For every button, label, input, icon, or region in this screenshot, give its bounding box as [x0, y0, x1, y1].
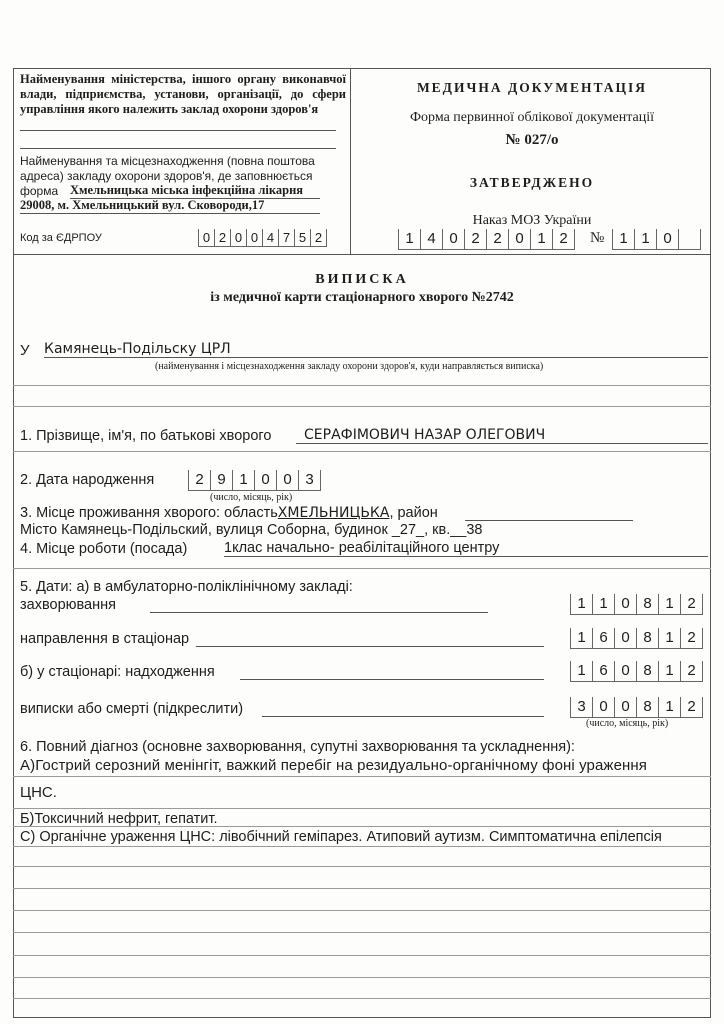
admission-digit: 2: [680, 661, 703, 682]
order-date-digit: 2: [464, 229, 486, 250]
illness-underline: [150, 612, 488, 613]
edrpou-digit: 5: [294, 229, 310, 247]
blank-line: [13, 776, 711, 777]
facility-name: Хмельницька міська інфекційна лікарня: [70, 183, 320, 199]
referral-digit: 2: [680, 628, 703, 649]
illness-cells: [570, 594, 703, 615]
doc-subtitle: із медичної карти стаціонарного хворого №2742: [210, 290, 514, 305]
discharge-digit: 0: [592, 697, 614, 718]
admission-cells: [570, 661, 703, 682]
discharge-underline: [262, 716, 544, 717]
discharge-digit: 0: [614, 697, 636, 718]
admission-digit: 0: [614, 661, 636, 682]
district-underline: [465, 520, 633, 521]
residence-label: [20, 505, 438, 521]
blank-line: [13, 955, 711, 956]
order-no-digit: 1: [612, 229, 634, 250]
blank-line: [13, 568, 711, 569]
discharge-cells: [570, 697, 703, 718]
residence-district-label: , район: [389, 505, 438, 521]
edrpou-label: Код за ЄДРПОУ: [20, 232, 102, 244]
diagnosis-a: А)Гострий серозний менінгіт, важкий перебіг на резидуально-органічному фоні ураження: [20, 757, 647, 774]
ministry-label: Найменування міністерства, іншого органу виконавчої влади, підприємства, установи, організації, до сфери управління якого належить заклад охорони здоров'я: [20, 72, 346, 116]
birth-caption: (число, місяць, рік): [210, 492, 293, 503]
to-caption: (найменування і місцезнаходження закладу охорони здоров'я, куди направляється виписка): [155, 361, 544, 372]
birth-cells: [188, 470, 321, 491]
birth-digit: 0: [276, 470, 298, 491]
discharge-digit: 2: [680, 697, 703, 718]
admission-label: б) у стаціонарі: надходження: [20, 664, 215, 680]
admission-digit: 8: [636, 661, 658, 682]
approved-label: ЗАТВЕРДЖЕНО: [469, 175, 595, 190]
residence-line2: Місто Камянець-Подільский, вулиця Соборна, будинок _27_, кв.__38: [20, 522, 483, 538]
discharge-label: виписки або смерті (підкреслити): [20, 701, 244, 717]
work-label: 4. Місце роботи (посада): [20, 541, 188, 557]
illness-digit: 2: [680, 594, 703, 615]
order-no-digit: 1: [634, 229, 656, 250]
illness-digit: 0: [614, 594, 636, 615]
admission-digit: 1: [658, 661, 680, 682]
blank-line: [13, 977, 711, 978]
form-number: № 027/о: [505, 132, 559, 148]
order-no-digit: 0: [656, 229, 678, 250]
illness-label: захворювання: [20, 597, 116, 613]
referral-cells: [570, 628, 703, 649]
residence-region: ХМЕЛЬНИЦЬКА: [277, 505, 390, 521]
diagnosis-a2: ЦНС.: [20, 784, 57, 801]
header-divider: [350, 68, 351, 254]
blank-line: [13, 385, 711, 386]
blank-line: [13, 888, 711, 889]
referral-label: направлення в стаціонар: [20, 631, 190, 647]
to-prefix: У: [20, 342, 30, 359]
order-date-cells: [398, 229, 575, 250]
edrpou-digit: 2: [214, 229, 230, 247]
referral-digit: 0: [614, 628, 636, 649]
to-value: Камянець-Подільску ЦРЛ: [44, 341, 708, 358]
edrpou-digit: 0: [246, 229, 262, 247]
discharge-digit: 1: [658, 697, 680, 718]
order-date-digit: 1: [530, 229, 552, 250]
diagnosis-b: Б)Токсичний нефрит, гепатит.: [20, 811, 218, 827]
illness-digit: 1: [570, 594, 592, 615]
work-value: 1клас начально- реабілітаційного центру: [224, 540, 708, 557]
discharge-digit: 8: [636, 697, 658, 718]
order-no-label: №: [590, 230, 605, 246]
diagnosis-c: С) Органічне ураження ЦНС: лівобічний геміпарез. Атиповий аутизм. Симптоматична епілепсія: [20, 829, 662, 845]
edrpou-digit: 7: [278, 229, 294, 247]
edrpou-digit: 2: [310, 229, 327, 247]
blank-line: [13, 406, 711, 407]
doc-category-title: МЕДИЧНА ДОКУМЕНТАЦІЯ: [416, 80, 648, 95]
order-date-digit: 2: [486, 229, 508, 250]
birth-digit: 9: [210, 470, 232, 491]
birth-digit: 3: [298, 470, 321, 491]
order-date-digit: 0: [442, 229, 464, 250]
order-no-digit: [678, 229, 701, 250]
blank-line: [13, 932, 711, 933]
form-label: Форма первинної облікової документації: [409, 110, 655, 125]
facility-label: Найменування та місцезнаходження (повна поштова адреса) закладу охорони здоров'я, де заповнюється форма: [20, 154, 315, 198]
discharge-caption: (число, місяць, рік): [586, 718, 669, 729]
referral-digit: 1: [570, 628, 592, 649]
referral-underline: [196, 646, 544, 647]
order-date-digit: 4: [420, 229, 442, 250]
order-date-digit: 2: [552, 229, 575, 250]
illness-digit: 1: [658, 594, 680, 615]
birth-digit: 1: [232, 470, 254, 491]
blank-line: [13, 826, 711, 827]
header-bottom-line: [13, 254, 711, 255]
blank-line: [13, 998, 711, 999]
discharge-digit: 3: [570, 697, 592, 718]
residence-label-text: 3. Місце проживання хворого: область: [20, 505, 278, 521]
referral-digit: 1: [658, 628, 680, 649]
birth-digit: 2: [188, 470, 210, 491]
illness-digit: 1: [592, 594, 614, 615]
admission-underline: [240, 679, 544, 680]
blank-line: [13, 808, 711, 809]
ministry-underline: [20, 130, 336, 131]
order-date-digit: 1: [398, 229, 420, 250]
edrpou-digit: 4: [262, 229, 278, 247]
edrpou-digit: 0: [230, 229, 246, 247]
name-label: 1. Прізвище, ім'я, по батькові хворого: [20, 428, 272, 444]
order-no-cells: [612, 229, 701, 250]
blank-line: [13, 866, 711, 867]
dates-label: 5. Дати: а) в амбулаторно-поліклінічному закладі:: [20, 579, 353, 595]
diagnosis-label: 6. Повний діагноз (основне захворювання, супутні захворювання та ускладнення):: [20, 739, 575, 755]
edrpou-cells: [198, 229, 327, 247]
birth-digit: 0: [254, 470, 276, 491]
referral-digit: 8: [636, 628, 658, 649]
illness-digit: 8: [636, 594, 658, 615]
birth-label: 2. Дата народження: [20, 472, 155, 488]
referral-digit: 6: [592, 628, 614, 649]
doc-title: ВИПИСКА: [315, 272, 409, 287]
blank-line: [13, 846, 711, 847]
admission-digit: 1: [570, 661, 592, 682]
blank-line: [13, 910, 711, 911]
order-label: Наказ МОЗ України: [472, 213, 592, 228]
order-date-digit: 0: [508, 229, 530, 250]
admission-digit: 6: [592, 661, 614, 682]
edrpou-digit: 0: [198, 229, 214, 247]
facility-address: 29008, м. Хмельницький вул. Сковороди,17: [20, 198, 320, 214]
ministry-underline-2: [20, 148, 336, 149]
blank-line: [13, 451, 711, 452]
name-value: СЕРАФІМОВИЧ НАЗАР ОЛЕГОВИЧ: [296, 427, 708, 444]
